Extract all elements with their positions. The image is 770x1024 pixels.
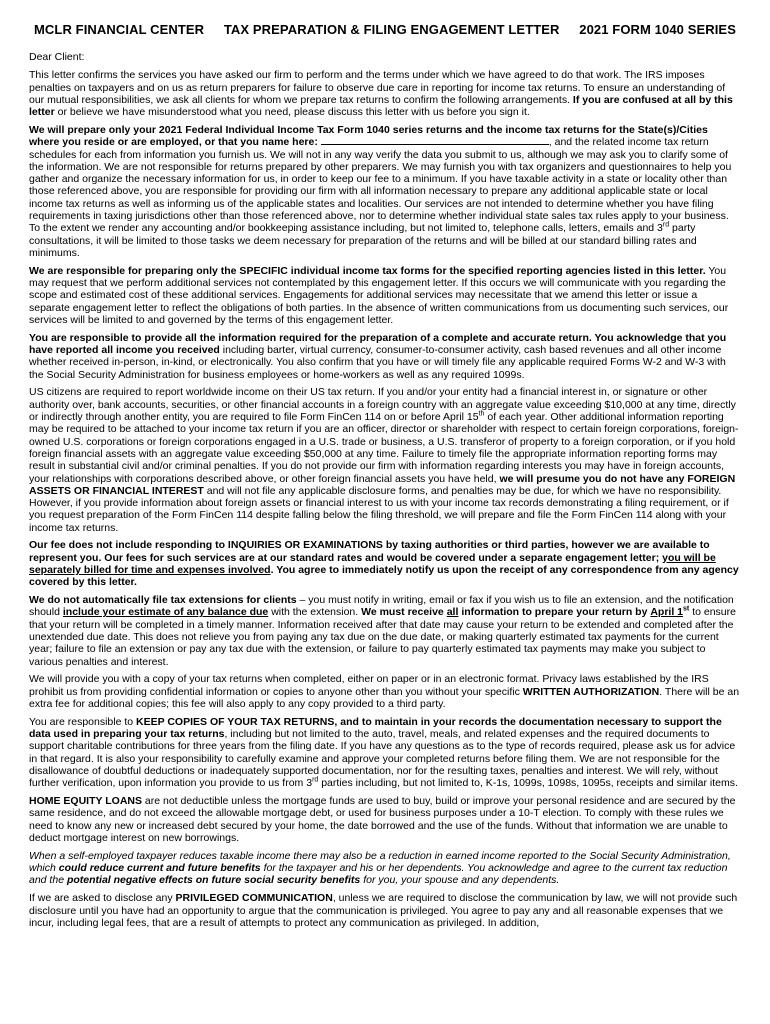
paragraph-copies-privacy: We will provide you with a copy of your tax returns when completed, either on paper or in an electronic format. Privacy laws established by the IRS prohibit us from providing confidential information or copies to anyone other than you without your specific WRITTEN AUTHORIZATION. There will be an extra fee for additional copies; this fee will also apply to any copy provided to a third party. (29, 673, 740, 711)
form-series: 2021 FORM 1040 SERIES (579, 22, 736, 37)
letter-header (29, 22, 741, 37)
firm-name: MCLR FINANCIAL CENTER (34, 22, 205, 37)
paragraph-extensions: We do not automatically file tax extensions for clients – you must notify in writing, email or fax if you wish us to file an extension, and the notification should include your estimate of any balance due with the extension. We must receive all information to prepare your return by April 1st to ensure that your return will be completed in a timely manner. Information received after that date may cause your return to be extended and completed after the unextended due date. This does not relieve you from paying any tax due on the due date, or making quarterly estimated tax payments for the current year; failure to file an extension or pay any tax due with the extension, or failure to pay quarterly estimated tax payments may make you subject to various penalties and interest. (29, 594, 736, 668)
paragraph-scope-of-returns: We will prepare only your 2021 Federal Individual Income Tax Form 1040 series returns and the income tax returns for the State(s)/Cities where you reside or are employed, or that you name here: , and the related income tax return schedules for each from information you furnish us. We will not in any way verify the data you submit to us, although we may ask you to clarify some of the information. We are not responsible for returns prepared by other preparers. We may furnish you with tax organizers and questionnaires to help you gather and organize the necessary information for us, in order to keep our fee to a minimum. If you have taxable activity in a state or locality other than those referenced above, you are responsible for providing our firm with all information necessary to prepare any additional applicable state or local income tax returns as well as informing us of the applicable states and localities. Our services are not intended to determine whether you have filing requirements in taxing jurisdictions other than those referenced above, nor to determine whether individual state sales tax rules apply to your business. To the extent we render any accounting and/or bookkeeping assistance including, but not limited to, telephone calls, letters, emails and 3rd party consultations, it will be limited to those tasks we deem necessary for preparation of the returns and will be billed at our standard billing rates and minimums. (29, 123, 732, 259)
paragraph-privileged-communication: If we are asked to disclose any PRIVILEGED COMMUNICATION, unless we are required to disclose the communication by law, we will not provide such disclosure until you have had an opportunity to argue that the communication is privileged. You agree to pay any and all reasonable expenses that we incur, including legal fees, that are a result of attempts to protect any communication as privileged. In addition, (29, 892, 738, 929)
paragraph-record-keeping: You are responsible to KEEP COPIES OF YOUR TAX RETURNS, and to maintain in your records the documentation necessary to support the data used in preparing your tax returns, including but not limited to the auto, travel, meals, and related expenses and the required documents to support charitable contributions for three years from the filing date. If you have any questions as to the type of records required, please ask us for advice in that regard. It is also your responsibility to carefully examine and approve your completed returns before filing them. We are not responsible for the disallowance of doubtful deductions or inadequately supported documentation, nor for the resulting taxes, penalties and interest. We will rely, without further verification, upon information you provide to us from 3rd parties including, but not limited to, K-1s, 1099s, 1098s, 1095s, receipts and similar items. (29, 715, 738, 790)
salutation: Dear Client: (29, 51, 85, 63)
letter-title: TAX PREPARATION & FILING ENGAGEMENT LETTER (223, 22, 560, 37)
paragraph-specific-forms: We are responsible for preparing only the SPECIFIC individual income tax forms for the specified reporting agencies listed in this letter. You may request that we perform additional services not contemplated by this engagement letter. If this occurs we will communicate with you regarding the scope and estimated cost of these additional services. Engagements for additional services may necessitate that we amend this letter or issue a separate engagement letter to reflect the obligations of both parties. In the absence of written communications from us documenting such services, our services will be limited to and governed by the terms of this engagement letter. (29, 264, 729, 326)
state-cities-blank-field[interactable] (321, 136, 549, 145)
paragraph-home-equity-loans: HOME EQUITY LOANS are not deductible unless the mortgage funds are used to buy, build or improve your personal residence and are secured by the same residence, and do not exceed the allowable mortgage debt, or used for business purposes under a 10-T election. To comply with these rules we need to know any new or increased debt secured by your home, the date borrowed and the use of the funds. Without that information we are unable to deduct mortgage interest on new borrowings. (29, 795, 736, 845)
letter-body (29, 51, 741, 929)
paragraph-client-information: You are responsible to provide all the information required for the preparation of a complete and accurate return. You acknowledge that you have reported all income you received including barter, virtual currency, consumer-to-consumer activity, cash based revenues and all other income whether received in-person, in-kind, or electronically. You also confirm that you have or will timely file any applicable required Forms W-2 and W-3 with the Social Security Administration for business employees or home-workers as well as any required 1099s. (29, 331, 727, 381)
paragraph-foreign-income: US citizens are required to report worldwide income on their US tax return. If you and/or your entity had a financial interest in, or signature or other authority over, bank accounts, securities, or other financial accounts in a foreign country with an aggregate value exceeding $10,000 at any time, directly or indirectly through another entity, you are required to file Form FinCen 114 on or before April 15th of each year. Other additional information reporting may be required to be attached to your income tax return if you are an officer, director or shareholder with respect to certain foreign corporations, foreign-owned U.S. corporations or foreign corporations engaged in a U.S. trade or business, a U.S. transferor of property to a foreign corporation, or if you hold foreign financial assets with an aggregate value exceeding $50,000 at any time. Failure to timely file the appropriate information reporting forms may result in substantial civil and/or criminal penalties. If you do not provide our firm with information regarding interests you may have in foreign accounts, your relationships with corporations described above, or other foreign financial assets you have held, we will presume you do not have any FOREIGN ASSETS OR FINANCIAL INTEREST and will not file any applicable disclosure forms, and penalties may be due, for which we have no responsibility. However, if you provide information about foreign assets or financial interest to us with your income tax records demonstrating a filing requirement, or if you request preparation of the Form FinCen 114 despite falling below the filing threshold, we will prepare and file the Form FinCen 114 along with your income tax returns. (29, 386, 739, 534)
paragraph-services-confirmation: This letter confirms the services you have asked our firm to perform and the terms under which we have agreed to do that work. The IRS imposes penalties on taxpayers and on us as return preparers for failure to observe due care in reporting for income tax returns. To ensure an understanding of our mutual responsibilities, we ask all clients for whom we prepare tax returns to confirm the following arrangements. If you are confused at all by this letter or believe we have misunderstood what you need, please discuss this letter with us before you sign it. (29, 69, 733, 119)
paragraph-social-security: When a self-employed taxpayer reduces taxable income there may also be a reduction in earned income reported to the Social Security Administration, which could reduce current and future benefits for the taxpayer and his or her dependents. You acknowledge and agree to the current tax reduction and the potential negative effects on future social security benefits for you, your spouse and any dependents. (29, 849, 731, 887)
paragraph-inquiries-examinations: Our fee does not include responding to INQUIRIES OR EXAMINATIONS by taxing authorities or third parties, however we are available to represent you. Our fees for such services are at our standard rates and would be covered under a separate engagement letter; you will be separately billed for time and expenses involved. You agree to immediately notify us upon the receipt of any correspondence from any agency covered by this letter. (29, 539, 739, 589)
